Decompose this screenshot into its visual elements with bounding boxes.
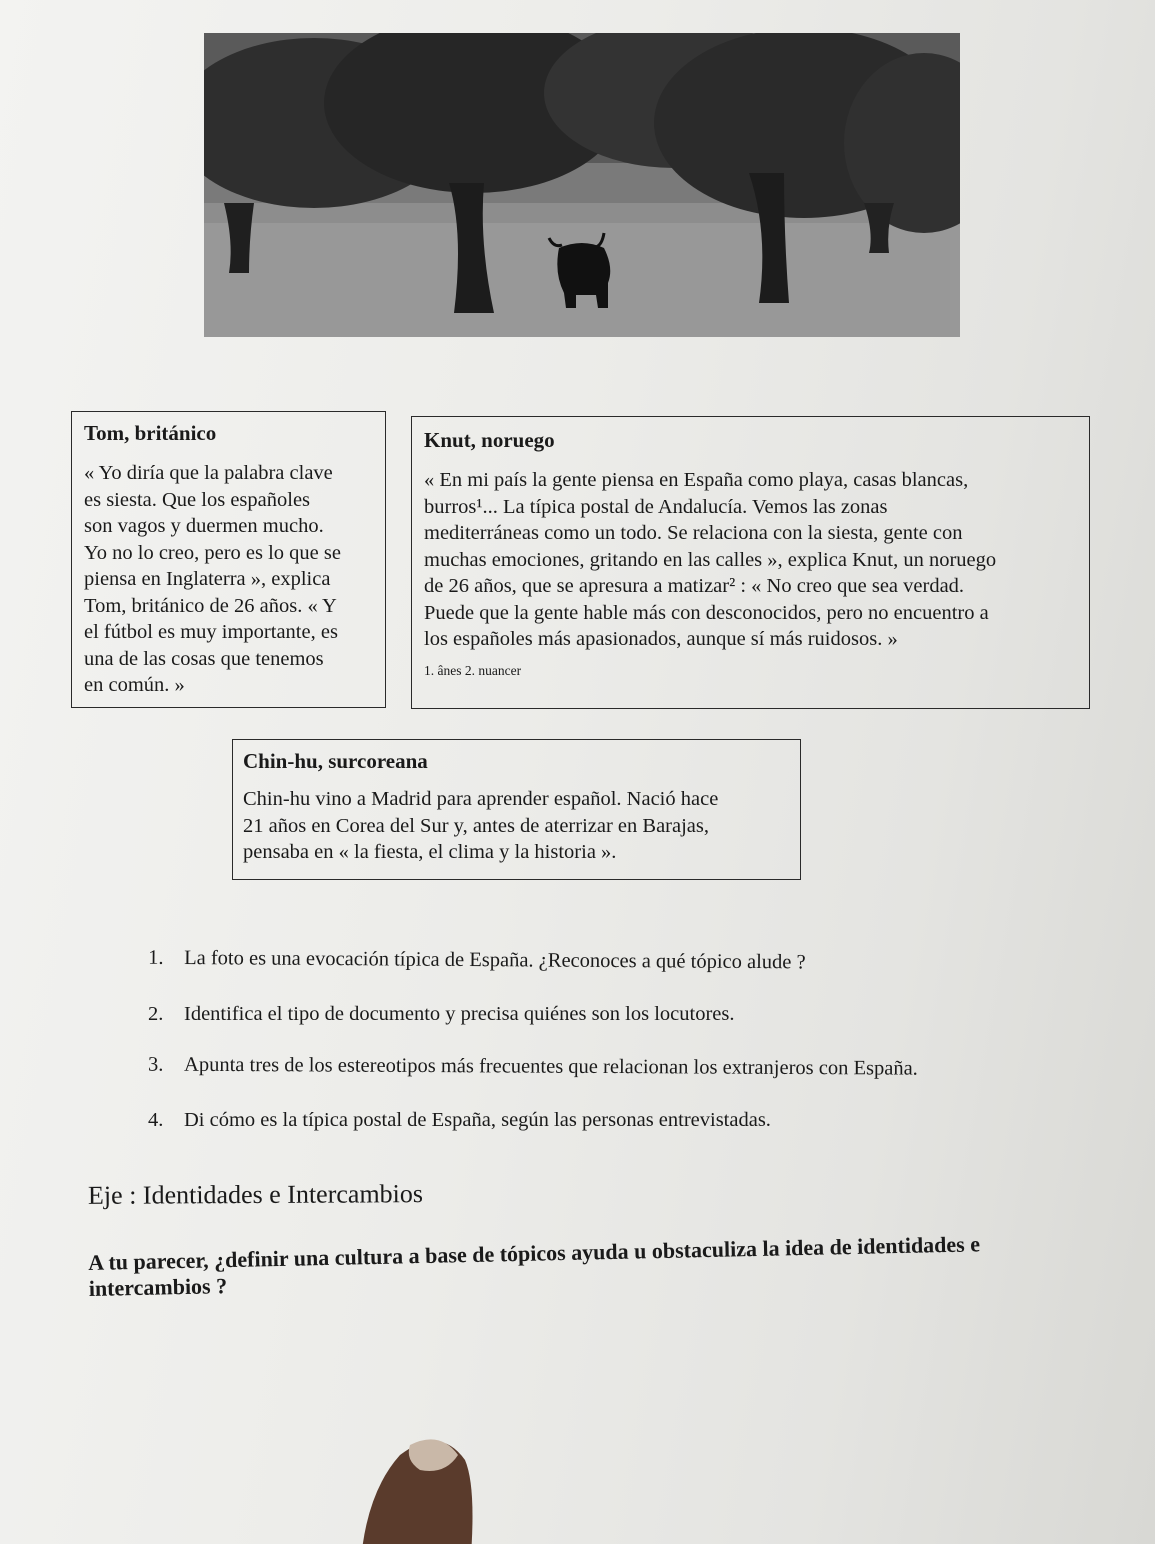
tom-line: piensa en Inglaterra », explica [84, 568, 331, 590]
knut-quote [424, 467, 1089, 653]
tom-quote [84, 460, 385, 699]
tom-name: Tom, británico [84, 421, 217, 445]
tom-testimony-box [71, 411, 386, 708]
question-item [148, 1054, 1068, 1112]
question-item [148, 1109, 1068, 1162]
tom-line: Yo no lo creo, pero es lo que se [84, 541, 341, 564]
chin-hu-line: pensaba en « la fiesta, el clima y la historia ». [243, 841, 617, 863]
question-number: 4. [148, 1109, 164, 1131]
question-text: Identifica el tipo de documento y precisa quiénes son los locutores. [184, 1003, 735, 1025]
knut-name: Knut, noruego [424, 428, 555, 452]
knut-line: muchas emociones, gritando en las calles », explica Knut, un noruego [424, 548, 997, 571]
question-item [148, 1003, 1068, 1056]
bull-photo [204, 33, 960, 337]
tom-line: Tom, británico de 26 años. « Y [84, 594, 337, 617]
bull-under-trees-image [204, 33, 960, 337]
knut-line: Puede que la gente hable más con desconocidos, pero no encuentro a [424, 601, 989, 624]
question-list [148, 946, 1068, 1162]
tom-line: el fútbol es muy importante, es [84, 621, 338, 643]
question-number: 1. [148, 946, 164, 969]
question-item [148, 947, 1068, 1006]
tom-line: son vagos y duermen mucho. [84, 515, 324, 537]
knut-line: mediterráneas como un todo. Se relaciona con la siesta, gente con [424, 522, 963, 544]
tom-line: « Yo diría que la palabra clave [84, 462, 333, 484]
chin-hu-name: Chin-hu, surcoreana [243, 749, 428, 773]
chin-hu-quote [243, 786, 800, 866]
knut-testimony-box [411, 416, 1090, 709]
knut-line: los españoles más apasionados, aunque sí más ruidosos. » [424, 628, 898, 650]
knut-line: burros¹... La típica postal de Andalucía. Vemos las zonas [424, 495, 888, 518]
knut-line: « En mi país la gente piensa en España como playa, casas blancas, [424, 469, 969, 491]
question-text: Di cómo es la típica postal de España, según las personas entrevistadas. [184, 1109, 771, 1131]
question-number: 2. [148, 1003, 164, 1025]
question-text: La foto es una evocación típica de España. ¿Reconoces a qué tópico alude ? [184, 947, 806, 974]
tom-line: una de las cosas que tenemos [84, 647, 324, 670]
axis-heading: Eje : Identidades e Intercambios [87, 1179, 424, 1210]
tom-line: es siesta. Que los españoles [84, 488, 311, 511]
tom-line: en común. » [84, 674, 185, 696]
essay-prompt: A tu parecer, ¿definir una cultura a base de tópicos ayuda u obstaculiza la idea de identidades e intercambios ? [88, 1231, 981, 1301]
chin-hu-line: 21 años en Corea del Sur y, antes de aterrizar en Barajas, [243, 814, 709, 837]
question-number: 3. [148, 1053, 164, 1076]
knut-line: de 26 años, que se apresura a matizar² : « No creo que sea verdad. [424, 575, 965, 597]
question-text: Apunta tres de los estereotipos más frecuentes que relacionan los extranjeros con España. [184, 1053, 918, 1080]
chin-hu-line: Chin-hu vino a Madrid para aprender español. Nació hace [243, 788, 719, 810]
chin-hu-testimony-box [232, 739, 801, 880]
knut-footnotes: 1. ânes 2. nuancer [424, 662, 522, 678]
finger-shape [340, 1415, 480, 1544]
